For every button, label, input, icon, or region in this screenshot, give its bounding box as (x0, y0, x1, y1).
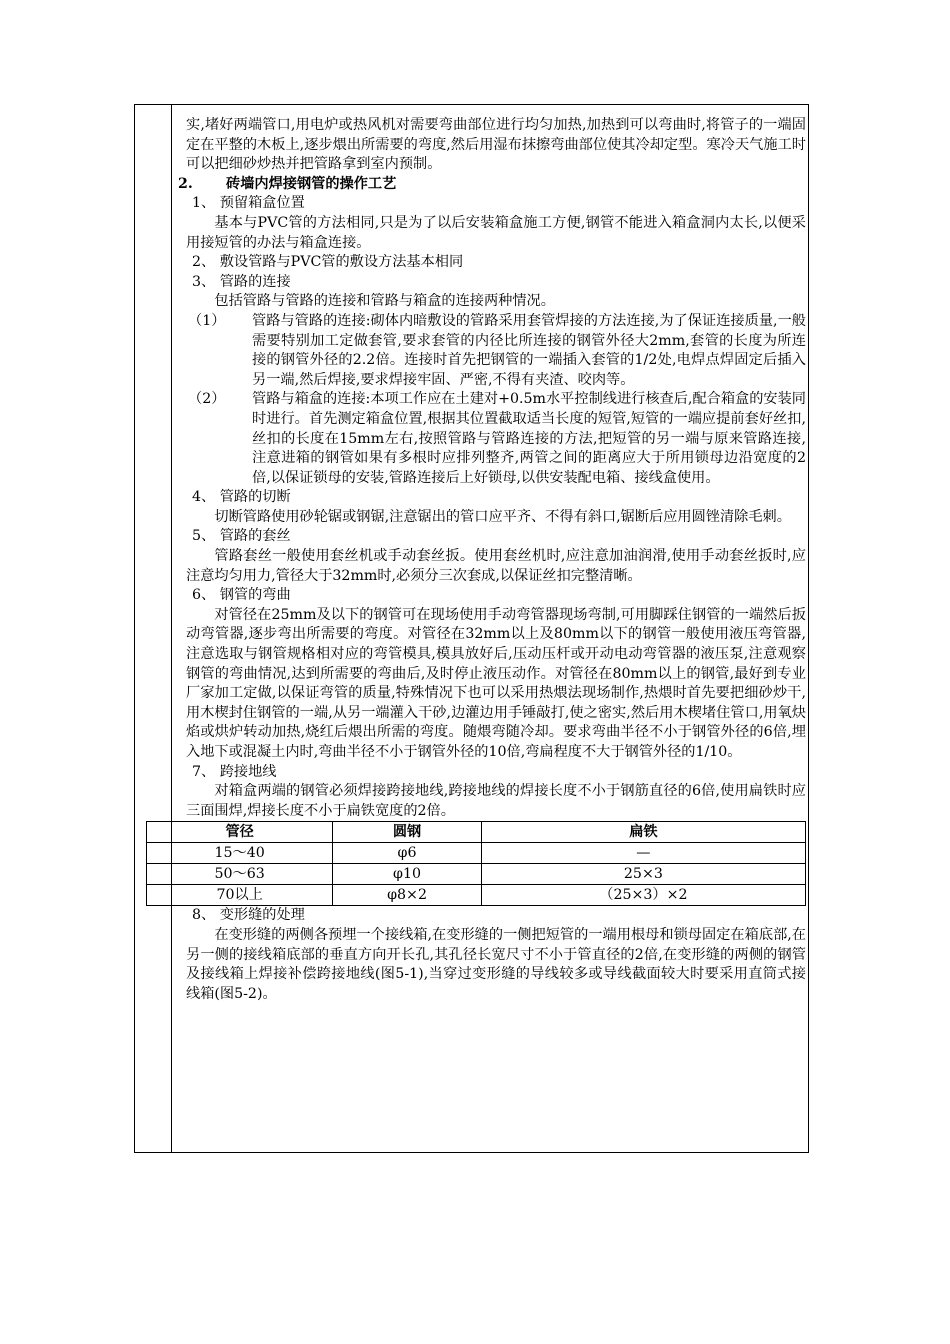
table-header-row (147, 822, 806, 843)
s6-text: 对管径在25mm及以下的钢管可在现场使用手动弯管器现场弯制,可用脚踩住钢管的一端然后扳动弯管器,逐步弯出所需要的弯度。对管径在32mm以上及80mm以下的钢管一般使用液压弯管器,注意选取与钢管规格相对应的弯管模具,模具放好后,压动压杆或开动电动弯管器的液压泵,注意观察钢管的弯曲情况,达到所需要的弯曲后,及时停止液压动作。对管径在80mm以上的钢管,最好到专业厂家加工定做,以保证弯管的质量,特殊情况下也可以采用热煨法现场制作,热煨时首先要把细砂炒干,用木楔封住钢管的一端,从另一端灌入干砂,边灌边用手锤敲打,使之密实,然后用木楔堵住管口,用氧炔焰或烘炉转动加热,烧红后煨出所需的弯度。随煨弯随冷却。要求弯曲半径不小于钢管外径的6倍,埋入地下或混凝土内时,弯曲半径不小于钢管外径的10倍,弯扁程度不大于钢管外径的1/10。 (186, 606, 806, 760)
section-2-heading (178, 175, 806, 195)
s3-item-1 (186, 312, 806, 390)
table-cell: 70以上 (147, 885, 333, 906)
s3-title: 3、 管路的连接 (192, 273, 291, 290)
s8-title: 8、 变形缝的处理 (192, 907, 305, 924)
table-cell: 15～40 (147, 843, 333, 864)
document-body (178, 116, 806, 1004)
table-cell: （25×3）×2 (481, 885, 805, 906)
s6-title: 6、 钢管的弯曲 (192, 587, 291, 604)
table-cell: 25×3 (481, 864, 805, 885)
col-flat-iron: 扁铁 (481, 822, 805, 843)
s3-item-2-number: （2） (188, 391, 226, 408)
s2-title: 2、 敷设管路与PVC管的敷设方法基本相同 (192, 254, 464, 271)
s3-text: 包括管路与管路的连接和管路与箱盒的连接两种情况。 (214, 293, 555, 310)
col-pipe-diameter: 管径 (147, 822, 333, 843)
section-2-number: 2. (178, 175, 193, 192)
s3-item-1-text: 管路与管路的连接:砌体内暗敷设的管路采用套管焊接的方法连接,为了保证连接质量,一般需要特别加工定做套管,要求套管的内径比所连接的钢管外径大2mm,套管的长度为所连接的钢管外径的2.2倍。连接时首先把钢管的一端插入套管的1/2处,电焊点焊固定后插入另一端,然后焊接,要求焊接牢固、严密,不得有夹渣、咬肉等。 (252, 312, 806, 388)
section-2-title: 砖墙内焊接钢管的操作工艺 (226, 175, 397, 192)
table-cell: 50～63 (147, 864, 333, 885)
s8-text: 在变形缝的两侧各预埋一个接线箱,在变形缝的一侧把短管的一端用根母和锁母固定在箱底部,在另一侧的接线箱底部的垂直方向开长孔,其孔径长宽尺寸不小于管直径的2倍,在变形缝的两侧的钢管及接线箱上焊接补偿跨接地线(图5-1),当穿过变形缝的导线较多或导线截面较大时要采用直筒式接线箱(图5-2)。 (186, 926, 806, 1002)
s4-text: 切断管路使用砂轮锯或钢锯,注意锯出的管口应平齐、不得有斜口,锯断后应用圆锉清除毛刺。 (214, 508, 791, 525)
table-cell: φ8×2 (333, 885, 481, 906)
s3-item-2-text: 管路与箱盒的连接:本项工作应在土建对+0.5m水平控制线进行核查后,配合箱盒的安装同时进行。首先测定箱盒位置,根据其位置截取适当长度的短管,短管的一端应提前套好丝扣,丝扣的长度在15mm左右,按照管路与管路连接的方法,把短管的另一端与原来管路连接,注意进箱的钢管如果有多根时应排列整齐,两管之间的距离应大于所用锁母边沿宽度的2倍,以保证锁母的安装,管路连接后上好锁母,以供安装配电箱、接线盒使用。 (252, 391, 806, 486)
s3-item-2 (186, 390, 806, 488)
bonding-wire-table (146, 821, 806, 906)
table-row (147, 885, 806, 906)
s5-title: 5、 管路的套丝 (192, 528, 291, 545)
s7-title: 7、 跨接地线 (192, 763, 277, 780)
col-round-steel: 圆钢 (333, 822, 481, 843)
s3-item-1-number: （1） (188, 312, 226, 329)
s1-title: 1、 预留箱盒位置 (192, 195, 305, 212)
s1-text: 基本与PVC管的方法相同,只是为了以后安装箱盒施工方便,钢管不能进入箱盒洞内太长,以便采用接短管的办法与箱盒连接。 (186, 214, 806, 251)
table-row (147, 864, 806, 885)
left-column-divider (171, 104, 172, 1153)
table-cell: φ10 (333, 864, 481, 885)
s4-title: 4、 管路的切断 (192, 489, 291, 506)
table-cell: — (481, 843, 805, 864)
s7-text: 对箱盒两端的钢管必须焊接跨接地线,跨接地线的焊接长度不小于钢筋直径的6倍,使用扁铁时应三面围焊,焊接长度不小于扁铁宽度的2倍。 (186, 783, 806, 819)
intro-paragraph: 实,堵好两端管口,用电炉或热风机对需要弯曲部位进行均匀加热,加热到可以弯曲时,将管子的一端固定在平整的木板上,逐步煨出所需要的弯度,然后用湿布抹擦弯曲部位使其冷却定型。寒冷天气施工时可以把细砂炒热并把管路拿到室内预制。 (186, 117, 806, 173)
table-row (147, 843, 806, 864)
table-cell: φ6 (333, 843, 481, 864)
s5-text: 管路套丝一般使用套丝机或手动套丝扳。使用套丝机时,应注意加油润滑,使用手动套丝扳时,应注意均匀用力,管径大于32mm时,必须分三次套成,以保证丝扣完整清晰。 (186, 548, 806, 584)
